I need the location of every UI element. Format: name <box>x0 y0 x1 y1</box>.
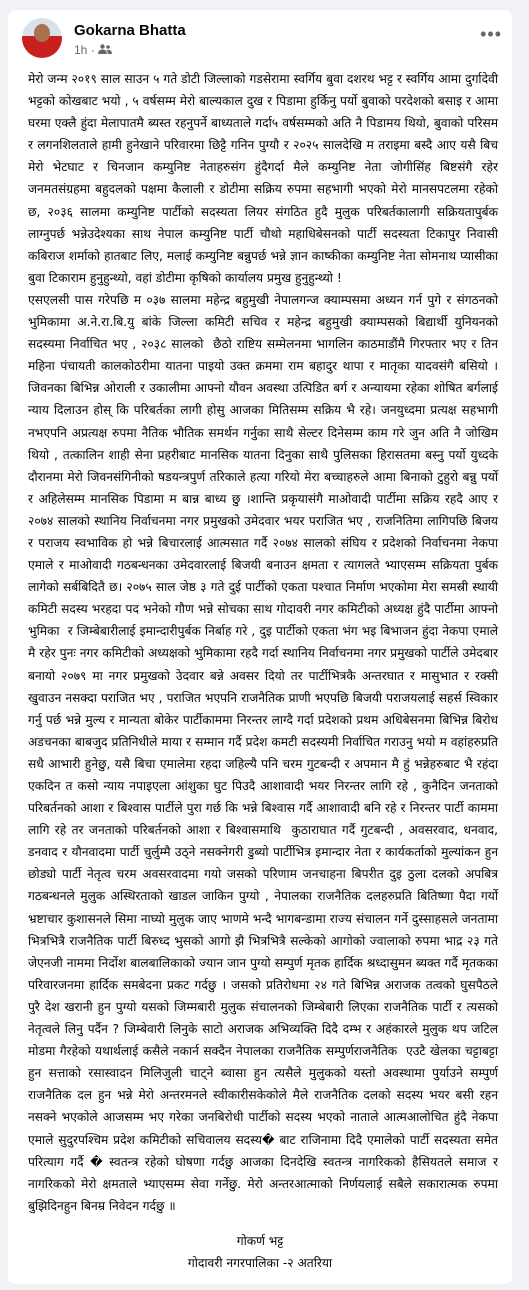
post-meta <box>74 42 112 57</box>
post-header <box>22 18 502 62</box>
more-options-icon[interactable]: ••• <box>480 24 502 44</box>
post-signature <box>8 1230 512 1274</box>
author-name[interactable]: Gokarna Bhatta <box>74 22 186 39</box>
post-card <box>8 10 512 1284</box>
post-body: मेरो जन्म २०१९ साल साउन ५ गते डोटी जिल्लाको गडसेरामा स्वर्गिय बुवा दशरथ भट्ट र स्वर्गिय आमा दुर्गादेवी भट्टको कोखबाट भयो , ५ वर्षसम्म मेरो बाल्यकाल दुख र पिडामा हुर्किनु पर्यो बुवाको परदेशको बसाइ र आमा घरमा एक्लै हुंदा मेलापातमै ब्यस्त रहनुपर्ने बाध्यताले गर्दा५ वर्षसम्मको अति नै पिडामय थियो, बुवाको परिसम र लगनशिलताले हामी हुनेखाने परिवारमा छिट्टै गनिन पुग्यौ र २०२५ सालदेखि म तराइमा बस्दै आए यसै बिच मेरो भेटघाट र चिनजान कम्युनिष्ट नेताहरुसंग हुंदैगर्दा मैले कम्युनिष्ट नेता जोगीसिंह बिष्टसंगै रहेर जनमतसंग्रहमा बहुदलको पक्षमा कैलाली र डोटीमा सक्रिय रुपमा सहभागी भएको मेरो मानसपटलमा रहेको छ, २०३६ सालमा कम्युनिष्ट पार्टीको सदस्यता लियर संगठित हुदै मुलुक परिबर्तकालागी सक्रियतापुर्बक लाग्नुपर्छ भन्नेउदेश्यका साथ नेपाल कम्युनिष्ट पार्टी चौथो महाधिबेसनको पार्टी सदस्यता टिकापुर निवासी कबिराज शर्माको हातबाट लिए, मलाई कम्युनिष्ट बन्नुपर्छ भन्ने ज्ञान काष्कीका कम्युनिष्ट नेता सोमनाथ प्यासीका बुवा टिकाराम हुनुहुन्थ्यो, वहां डोटीमा कृषिको कार्यालय प्रमुख हुनुहुन्थ्यो ! एसएलसी पास गरेपछि म ०३७ सालमा महेन्द्र बहुमुखी नेपालगन्ज क्याम्पसमा अध्यन गर्न पुगे र संगठनको भुमिकामा अ.ने.रा.बि.यु बांके जिल्ला कमिटी सचिव र महेन्द्र बहुमुखी क्याम्पसको बिद्यार्थी युनियनको सदस्यमा निर्वाचित भए , २०३८ सालको छैठो राष्टिय सम्मेलनमा भागलिन काठमाडौंमै गिरफ्तार भए र तिन महिना पंचायती कालकोठरीमा यातना पाइयो उक्त क्रममा राम बहादुर थापा र मातृका यादवसंगै बसियो । जिवनका बिभिन्न ओराली र उकालीमा आफ्नो यौवन अवस्था उत्पिडित बर्ग र अन्यायमा रहेका शोषित बर्गलाई न्याय दिलाउन होस् कि परिबर्तका लागी होसु आजका मितिसम्म सक्रिय भै रहे। जनयुध्दमा प्रत्यक्ष सहभागी नभएपनि अप्रत्यक्ष रुपमा नैतिक भौतिक समर्थन गर्नुका साथै सेल्टर दिनेसम्म काम गरे जुन अति नै जोखिम थियो , तत्कालिन शाही सेना प्रहरीबाट मानसिक यातना दिनुका साथै पुलिसका हिरासतमा बस्नु पर्यो युध्दके दौरानमा मेरो जिवनसंगिनीको षडयन्त्रपुर्ण तरिकाले हत्या गरियो मेरा बच्चाहरुले आमा बिनाको टुहुरो बन्नु पर्यो र अहिलेसम्म मानसिक पिडामा म बान्न बाध्य छु ।शान्ति प्रकृयासंगै माओवादी पार्टीमा सक्रिय रहदै आए र २०७४ सालको स्थानिय निर्वाचनमा नगर प्रमुखको उमेदवार भयर पराजित भए , राजनितिमा लागिपछि बिजय र पराजय स्वभाविक हो भन्ने बिचारलाई आत्मसात गर्दै २०७४ सालको संघिय र प्रदेशको निर्वाचनमा नेकपा एमाले र माओवादी गठबन्धनका उमेदवारलाई बिजयी बनाउन क्षमता र त्यागलते भ्याएसम्म सक्रियता पुर्बक लागेको सर्बबिदितै छ। २०७५ साल जेष्ठ ३ गते दुई पार्टीको एकता पश्चात निर्माण भएकोमा मेरा समस्री स्थायी कमिटी सदस्य भरहदा पद भनेको गौण भन्ने सोचका साथ गोदावरी नगर कमिटीको अध्यक्ष हुंदै पार्टीमा आफ्नो भुमिका र जिम्बेबारीलाई इमान्दारीपुर्बक निर्बाह गरे , दुइ पार्टीको एकता भंग भइ बिभाजन हुंदा नेकपा एमाले मै रहेर पुनः नगर कमिटीको अध्यक्षको भुमिकामा रहदै गर्दा स्थानिय निर्वाचनमा नगर प्रमुखको पार्टीले उमेदबार बनायो २०७९ मा नगर प्रमुखको उेदवार बन्ने अवसर दियो तर पार्टीभित्रकै अन्तरघात र मासुभात र रक्सी खुवाउन नसक्दा पराजित भए , पराजित भएपनि राजनैतिक प्राणी भएपछि बिजयी पराजयलाई सहर्स स्विकार गर्नु पर्छ भन्ने मुल्य र मान्यता बोकेर पार्टीकाममा निरन्तर लाग्दै गर्दा प्रदेशको प्रथम अधिबेसनमा बिभिन्न बिरोध अडचनका बाबजुद प्रतिनिधीले माया र सम्मान गर्दै प्रदेश कमटी सदस्यमी निर्वाचित गराउनु भयो म वहांहरुप्रति सधै आभारी हुनेछु, यसै बिचा एमालेमा रहदा जहिल्यै पनि चरम गुटबन्दी र अपमान मै हुं भन्नेहरुबाट भै रहंदा एकदिन त कसो न्याय नपाइएला आंशुका घुट पिउदै आशावादी भयर निरन्तर लागि रहे , कुनैदिन जनताको परिबर्तनको आशा र बिश्वास पार्टीले पुरा गर्छ कि भन्ने बिश्वास गर्दै आशावादी बनि रहे र निरन्तर पार्टी काममा लागि रहे तर जनताको परिबर्तनको आशा र बिश्वासमाथि कुठाराघात गर्दै गुटबन्दी , अवसरवाद, धनवाद, डनवाद र यौनवादमा पार्टी चुर्लुम्मै उठ्ने नसक्नेगरी डुब्यो पार्टीभित्र इमान्दार नेता र कार्यकर्ताको मुल्यांकन हुन छोड्यो पार्टी नेतृत्व चरम अवसरवादमा गयो जसको परिणाम जनचाहना बिपरीत दुइ ठुला दलको अपबित्र गठबन्धनले मुलुक अस्थिरताको खाडल जाकिन पुग्यो , नेपालका राजनैतिक दलहरुप्रति बितिष्णा पैदा गर्यो भ्रष्टाचार कुशासनले सिमा नाघ्यो मुलुक जाए भाणमे भन्दै भागबन्डामा राज्य संचालन गर्ने दुस्साहसले जनतामा भित्रभित्रै राजनैतिक पार्टी बिरुध्द भुसको आगो झै भित्रभित्रै सल्केको आगोको ज्वालाको रुपमा भाद्र २३ गते जेएनजी नाममा निर्दोश बालबालिकाको ज्यान जान पुग्यो सम्पुर्ण मृतक हार्दिक श्रध्दासुमन ब्यक्त गर्दै मृतकका परिवारजनमा हार्दिक समबेदना प्रकट गर्दछु । जसको प्रतिरोधमा २४ गते बिभिन्न अराजक तत्वको घुसपैठले पुरै देश खरानी हुन पुग्यो यसको जिम्मबारी मुलुक संचालनको जिम्बेबारी लिएका राजनैतिक पार्टी र त्यसको नेतृत्वले लिनु पर्दैन ? जिम्बेवारी लिनुके साटो अराजक अभिव्यक्ति दिदै दम्भ र अहंकारले मुलुक थप जटिल मोडमा गैरहेको यथार्थलाई कसैले नकार्न सक्दैन नेपालका राजनैतिक सम्पुर्णराजनैतिक एउटै खेलका चट्टाबट्टा हुन सत्ताको रसास्वादन मिलिजुली चाट्ने ब्वासा हुन त्यसैले मुलुकको यस्तो अवस्थामा पुर्याउने सम्पुर्ण राजनैतिक दल हुन भन्ने मेरो अन्तरमनले स्वीकारीसकेकोले मैले राजनैतिक दलको सदस्य भयर बसी रहन नसक्ने भएकोले आजसम्म भए गरेका जनबिरोधी पार्टीको सदस्य भएको नाताले आत्मआलोचित हुंदै नेकपा एमाले सुदुरपश्चिम प्रदेश कमिटीको सचिवालय सदस्य� बाट राजिनामा दिदै एमालेको पार्टी सदस्यता समेत परित्याग गर्दै � स्वतन्त्र रहेको घोषणा गर्दछु आजका दिनदेखि स्वतन्त्र नागरिकको हैसियतले समाज र नागरिकको मेरो क्षमताले भ्याएसम्म सेवा गर्नेछु. मेरो अन्तरआत्माको निर्णयलाई सबैले सकारात्मक रुपमा बुझिदिनहुन बिनम्र निवेदन गर्दछु ॥ <box>28 72 498 1213</box>
avatar[interactable] <box>22 18 62 58</box>
post-time[interactable]: 1h <box>74 42 88 57</box>
avatar-face <box>34 24 50 42</box>
signature-place: गोदावरी नगरपालिका -२ अतरिया <box>187 1256 333 1270</box>
meta-separator: · <box>90 42 95 57</box>
friends-icon <box>98 43 112 57</box>
signature-name: गोकर्ण भट्ट <box>236 1234 284 1248</box>
